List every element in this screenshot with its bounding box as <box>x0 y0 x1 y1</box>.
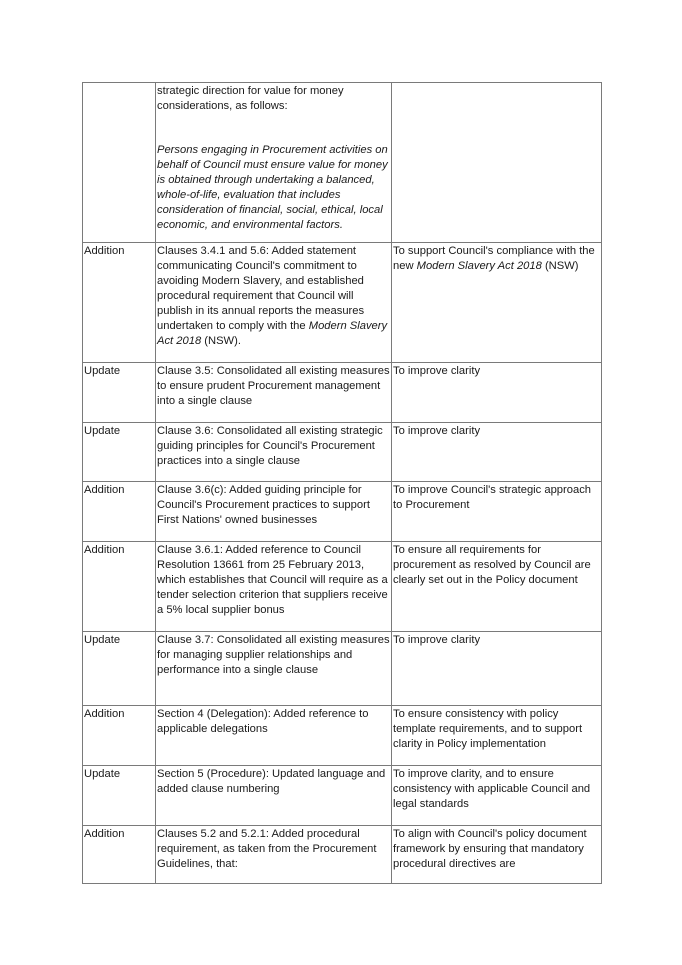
table-row <box>83 482 602 542</box>
change-type-cell: Addition <box>83 706 156 766</box>
change-description-cell: Clause 3.5: Consolidated all existing measures to ensure prudent Procurement management into a single clause <box>156 363 392 423</box>
reason-suffix: (NSW) <box>541 260 579 272</box>
change-reason-cell: To align with Council's policy document framework by ensuring that mandatory procedural directives are <box>392 826 602 884</box>
change-description-cell: Section 5 (Procedure): Updated language and added clause numbering <box>156 766 392 826</box>
change-description-cell <box>156 243 392 363</box>
act-title: Modern Slavery Act 2018 <box>157 320 388 347</box>
reason-text: To support Council's compliance with the new <box>393 245 595 272</box>
table-row <box>83 423 602 482</box>
table-row <box>83 83 602 243</box>
change-type-cell <box>83 83 156 243</box>
change-description-cell: Clause 3.6: Consolidated all existing strategic guiding principles for Council's Procurement practices into a single clause <box>156 423 392 482</box>
table-row <box>83 706 602 766</box>
change-description-cell: Clause 3.6(c): Added guiding principle for Council's Procurement practices to support First Nations' owned businesses <box>156 482 392 542</box>
amendments-table <box>82 82 602 884</box>
change-description-cell: Clauses 5.2 and 5.2.1: Added procedural requirement, as taken from the Procurement Guidelines, that: <box>156 826 392 884</box>
change-type-cell: Addition <box>83 826 156 884</box>
change-reason-cell: To improve Council's strategic approach to Procurement <box>392 482 602 542</box>
change-reason-cell: To ensure all requirements for procurement as resolved by Council are clearly set out in the Policy document <box>392 542 602 632</box>
description-suffix: (NSW). <box>201 335 241 347</box>
change-reason-cell: To improve clarity <box>392 423 602 482</box>
change-type-cell: Update <box>83 632 156 706</box>
change-reason-cell: To ensure consistency with policy template requirements, and to support clarity in Policy implementation <box>392 706 602 766</box>
table-row <box>83 766 602 826</box>
table-row <box>83 243 602 363</box>
value-for-money-quote: Persons engaging in Procurement activities on behalf of Council must ensure value for money is obtained through undertaking a balanced, whole-of-life, evaluation that includes consideration of financial, social, ethical, local economic, and environmental factors. <box>157 144 388 231</box>
change-reason-cell <box>392 83 602 243</box>
change-reason-cell: To improve clarity <box>392 632 602 706</box>
change-type-cell: Update <box>83 363 156 423</box>
change-description-cell: Clause 3.7: Consolidated all existing measures for managing supplier relationships and performance into a single clause <box>156 632 392 706</box>
change-type-cell: Addition <box>83 542 156 632</box>
change-reason-cell: To improve clarity <box>392 363 602 423</box>
change-reason-cell: To improve clarity, and to ensure consistency with applicable Council and legal standards <box>392 766 602 826</box>
change-reason-cell <box>392 243 602 363</box>
change-description-cell: Section 4 (Delegation): Added reference to applicable delegations <box>156 706 392 766</box>
table-row <box>83 363 602 423</box>
change-type-cell: Update <box>83 423 156 482</box>
act-title: Modern Slavery Act 2018 <box>416 260 542 272</box>
change-description-cell <box>156 83 392 243</box>
change-type-cell: Addition <box>83 243 156 363</box>
table-row <box>83 542 602 632</box>
description-text: Clauses 3.4.1 and 5.6: Added statement communicating Council's commitment to avoiding Modern Slavery, and established procedural requirement that Council will publish in its annual reports the measures undertaken to comply with the <box>157 245 365 332</box>
table-row <box>83 826 602 884</box>
paragraph-gap <box>157 114 391 143</box>
change-type-cell: Update <box>83 766 156 826</box>
description-intro: strategic direction for value for money considerations, as follows: <box>157 85 344 112</box>
table-row <box>83 632 602 706</box>
change-description-cell: Clause 3.6.1: Added reference to Council Resolution 13661 from 25 February 2013, which establishes that Council will require as a tender selection criterion that suppliers receive a 5% local supplier bonus <box>156 542 392 632</box>
change-type-cell: Addition <box>83 482 156 542</box>
